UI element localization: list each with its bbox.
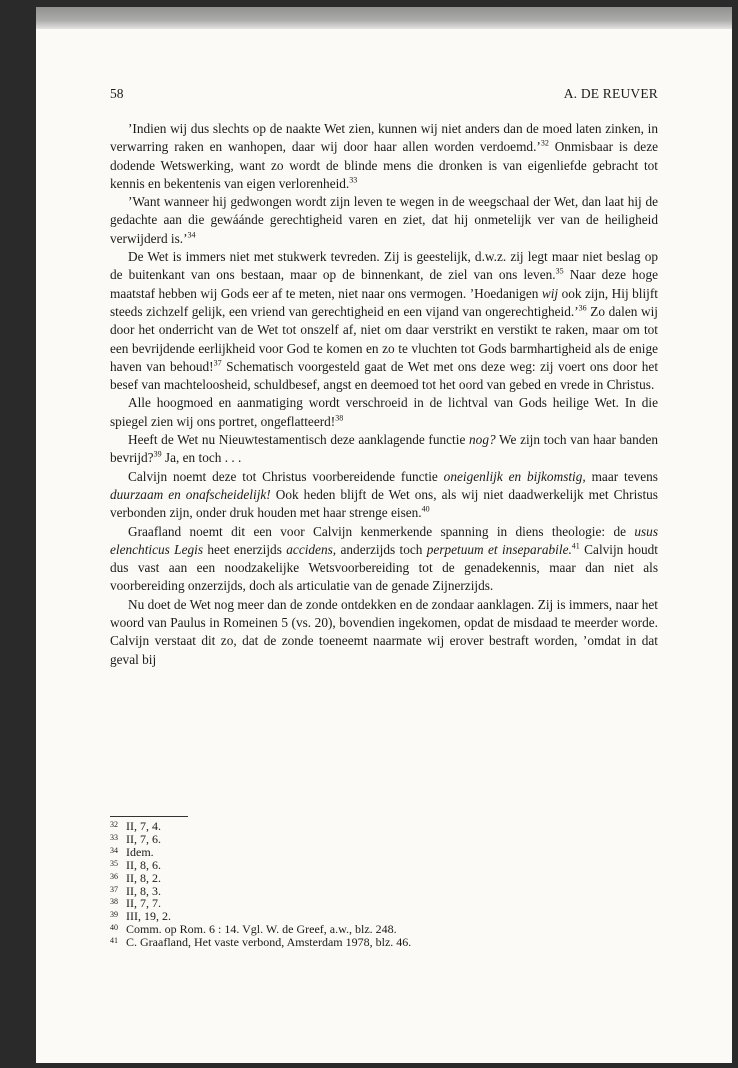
- italic-text: accidens,: [286, 541, 337, 557]
- text-run: Schematisch voorgesteld gaat de Wet met ons deze weg: zij voert ons door het besef van machteloosheid, schuldbesef, angst en deemoed tot het oord van gebed en vrede in Christus.: [110, 358, 659, 393]
- paragraph: [110, 468, 658, 523]
- footnote-ref: 36: [578, 303, 587, 313]
- body-text: [110, 120, 658, 669]
- text-run: ook zijn, Hij blijft steeds zichzelf gelijk, een vriend van gerechtigheid en een vijand van ongerechtigheid.’: [110, 285, 658, 319]
- footnote-text: Comm. op Rom. 6 : 14. Vgl. W. de Greef, a.w., blz. 248.: [126, 922, 397, 937]
- text-run: maar tevens: [585, 468, 658, 484]
- footnotes: [110, 820, 658, 949]
- paragraph: [110, 596, 658, 669]
- running-header: [110, 86, 658, 104]
- italic-text: oneigenlijk en bijkomstig,: [443, 468, 586, 484]
- footnote-ref: 33: [349, 175, 358, 185]
- footnote-ref: 39: [153, 449, 162, 459]
- footnote-text: II, 8, 6.: [126, 857, 161, 872]
- text-run: Ook heden blijft de Wet ons, als wij niet daadwerkelijk met Christus verbonden zijn, onder druk houden met haar strenge eisen.: [110, 486, 658, 521]
- text-run: heet enerzijds: [203, 541, 287, 557]
- footnote: [110, 897, 658, 910]
- text-run: Graafland noemt dit een voor Calvijn kenmerkende spanning in diens theologie: de: [128, 523, 635, 539]
- paragraph: [110, 394, 658, 431]
- paragraph: [110, 431, 658, 468]
- footnote-ref: 34: [187, 230, 196, 240]
- paragraph: [110, 523, 658, 596]
- italic-text: perpetuum et inseparabile.: [426, 541, 572, 557]
- footnote: [110, 859, 658, 872]
- paragraph: [110, 193, 658, 248]
- footnote-number: 40: [110, 923, 118, 933]
- page-number: 58: [110, 86, 124, 101]
- italic-text: wij: [541, 285, 559, 301]
- footnote: [110, 820, 658, 833]
- footnote-number: 36: [110, 871, 118, 881]
- footnote-ref: 32: [540, 138, 549, 148]
- footnote-ref: 35: [555, 266, 564, 276]
- text-run: Alle hoogmoed en aanmatiging wordt verschroeid in de lichtval van Gods heilige Wet. In die spiegel zien wij ons portret, ongeflatteerd!: [110, 395, 658, 429]
- footnote: [110, 885, 658, 898]
- footnote-number: 34: [110, 845, 118, 855]
- text-run: Zo dalen wij door het onderricht van de Wet tot onszelf af, niet om daar verstrikt en verstikt te raken, maar om tot een bevrijdende eerlijkheid voor God te komen en zo te vluchten tot Gods barmhartigheid als de enige haven van behoud!: [110, 303, 658, 374]
- footnote-ref: 37: [213, 358, 222, 368]
- footnote-text: II, 8, 2.: [126, 870, 161, 885]
- footnote-number: 32: [110, 820, 118, 829]
- footnote-text: II, 7, 4.: [126, 819, 161, 833]
- text-run: Naar deze hoge maatstaf hebben wij Gods eer af te meten, niet naar ons vermogen. ’Hoedanigen: [110, 267, 658, 301]
- text-run: Calvijn noemt deze tot Christus voorbereidende functie: [128, 468, 444, 484]
- footnote-text: III, 19, 2.: [126, 909, 171, 924]
- footnote-text: II, 8, 3.: [126, 883, 161, 898]
- footnote: [110, 872, 658, 885]
- footnote-text: II, 7, 7.: [126, 896, 161, 911]
- text-run: Calvijn houdt dus vast aan een noodzakelijke Wetsvoorbereiding tot de genadekennis, maar dan niet als voorbereiding onzerzijds, doch als articulatie van de genade Zijnerzijds.: [110, 541, 658, 594]
- footnote: [110, 936, 658, 949]
- footnote-number: 33: [110, 832, 118, 842]
- text-run: Onmisbaar is deze dodende Wetswerking, want zo wordt de blinde mens die dronken is van eigenliefde gebracht tot kennis en bekentenis van eigen verlorenheid.: [110, 139, 658, 191]
- text-run: anderzijds toch: [336, 541, 427, 557]
- text-run: We zijn toch van haar banden bevrijd?: [110, 432, 658, 466]
- scan-shadow: [36, 7, 732, 29]
- footnote-number: 35: [110, 858, 118, 868]
- footnote-text: Idem.: [126, 844, 154, 859]
- footnote-number: 37: [110, 884, 118, 894]
- text-run: Ja, en toch . . .: [161, 450, 242, 466]
- text-run: Heeft de Wet nu Nieuwtestamentisch deze aanklagende functie: [128, 432, 470, 448]
- text-run: Nu doet de Wet nog meer dan de zonde ontdekken en de zondaar aanklagen. Zij is immers, naar het woord van Paulus in Romeinen 5 (vs. 20), bovendien ingekomen, opdat de misdaad te meerder worde. Calvijn verstaat dit zo, dat de zonde toeneemt naarmate wij erover bestraft worden, ’omdat in dat geval bij: [110, 596, 658, 667]
- text-run: ’Indien wij dus slechts op de naakte Wet zien, kunnen wij niet anders dan de moed laten zinken, in verwarring raken en wanhopen, daar wij door haar allen worden verdoemd.’: [110, 121, 658, 155]
- italic-text: usus elenchticus Legis: [110, 523, 658, 557]
- footnote-text: C. Graafland, Het vaste verbond, Amsterdam 1978, blz. 46.: [126, 935, 412, 950]
- text-run: ’Want wanneer hij gedwongen wordt zijn leven te wegen in de weegschaal der Wet, dan laat hij de gedachte aan die gewáánde gerechtigheid varen en ziet, dat hij onmetelijk ver van de heiligheid verwijderd is.’: [110, 194, 658, 246]
- footnote-number: 41: [110, 936, 118, 946]
- footnote-text: II, 7, 6.: [126, 831, 161, 846]
- text-run: De Wet is immers niet met stukwerk tevreden. Zij is geestelijk, d.w.z. zij legt maar niet beslag op de buitenkant van ons bestaan, maar op de binnenkant, de ziel van ons leven.: [110, 249, 658, 283]
- footnote: [110, 846, 658, 859]
- footnote: [110, 833, 658, 846]
- italic-text: nog?: [469, 432, 496, 448]
- footnote-number: 38: [110, 897, 118, 907]
- footnote-ref: 40: [421, 504, 430, 514]
- footnote-number: 39: [110, 910, 118, 920]
- footnote-rule: [110, 816, 188, 817]
- paragraph: [110, 248, 658, 394]
- paragraph: [110, 120, 658, 193]
- footnote-ref: 41: [571, 541, 580, 551]
- footnote-ref: 38: [335, 413, 344, 423]
- italic-text: duurzaam en onafscheidelijk!: [110, 486, 271, 502]
- running-author: A. DE REUVER: [563, 86, 658, 101]
